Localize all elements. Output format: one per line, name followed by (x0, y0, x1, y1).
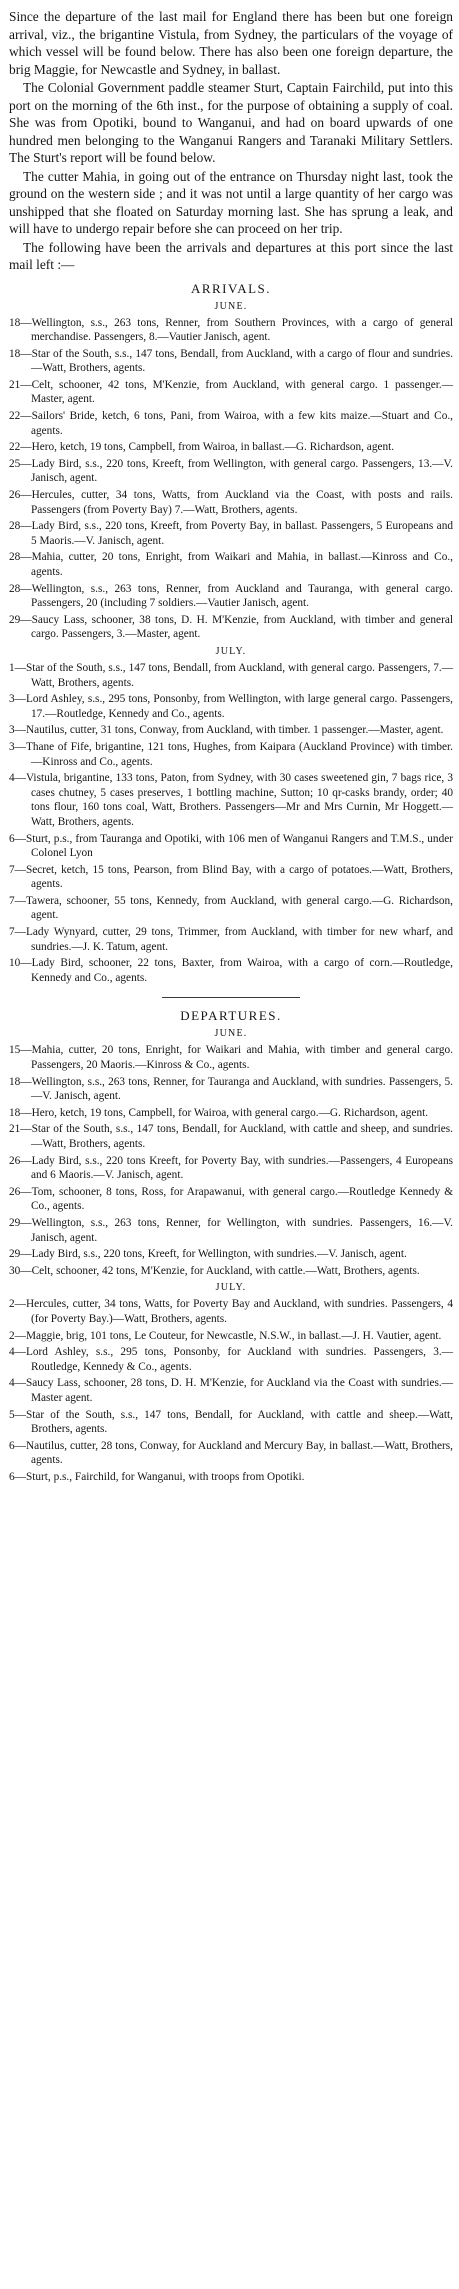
departure-entry: 30—Celt, schooner, 42 tons, M'Kenzie, for Auckland, with cattle.—Watt, Brothers, agents. (9, 1264, 420, 1277)
arrivals-july-label: JULY. (215, 645, 247, 657)
arrival-entry: 4—Vistula, brigantine, 133 tons, Paton, from Sydney, with 30 cases sweetened gin, 7 bags rice, 3 cases chutney, 5 cases preserves, 1 bottling machine, Sutton; 10 qr-casks brandy, order; 40 tons flour, 160 tons coal, Watt, Brothers. Passengers—Mr and Mrs Curnin, Mr Hoggett.—Watt, Brothers, agents. (9, 772, 453, 828)
departure-entry: 2—Hercules, cutter, 34 tons, Watts, for Poverty Bay and Auckland, with sundries. Passengers, 4 (for Poverty Bay.)—Watt, Brothers, agents. (9, 1298, 453, 1325)
arrival-entry: 25—Lady Bird, s.s., 220 tons, Kreeft, from Wellington, with general cargo. Passengers, 13.—V. Janisch, agent. (9, 457, 453, 485)
arrival-entry: 18—Star of the South, s.s., 147 tons, Bendall, from Auckland, with a cargo of flour and sundries.—Watt, Brothers, agents. (9, 347, 453, 375)
intro-paragraph-1: Since the departure of the last mail for England there has been but one foreign arrival, viz., the brigantine Vistula, from Sydney, the particulars of the voyage of which vessel will be found below. There has also been one foreign departure, the brig Maggie, for Newcastle and Sydney, in ballast. (9, 9, 453, 77)
arrival-entry: 22—Hero, ketch, 19 tons, Campbell, from Wairoa, in ballast.—G. Richardson, agent. (9, 441, 395, 454)
arrival-entry: 7—Tawera, schooner, 55 tons, Kennedy, from Auckland, with general cargo.—G. Richardson, agent. (9, 894, 453, 922)
intro-paragraph-3: The cutter Mahia, in going out of the entrance on Thursday night last, took the ground on the western side ; and it was not until a large quantity of her cargo was unshipped that she floated on Saturday morning last. She has sprung a leak, and will have to undergo repair before she can proceed on her trip. (9, 168, 453, 236)
departures-july-label: JULY. (215, 1282, 247, 1294)
departure-entry: 4—Saucy Lass, schooner, 28 tons, D. H. M'Kenzie, for Auckland via the Coast with sundries.—Master agent. (9, 1377, 453, 1404)
departure-entry: 29—Lady Bird, s.s., 220 tons, Kreeft, for Wellington, with sundries.—V. Janisch, agent. (9, 1248, 407, 1261)
departures-june-label: JUNE. (214, 1028, 248, 1040)
arrival-entry: 21—Celt, schooner, 42 tons, M'Kenzie, from Auckland, with general cargo. 1 passenger.—Master, agent. (9, 378, 453, 406)
departure-entry: 2—Maggie, brig, 101 tons, Le Couteur, for Newcastle, N.S.W., in ballast.—J. H. Vautier, agent. (9, 1329, 442, 1342)
arrival-entry: 28—Wellington, s.s., 263 tons, Renner, from Auckland and Tauranga, with general cargo. Passengers, 20 (including 7 soldiers.—Vautier Janisch, agent. (9, 582, 453, 610)
arrival-entry: 3—Thane of Fife, brigantine, 121 tons, Hughes, from Kaipara (Auckland Province) with timber.—Kinross and Co., agents. (9, 740, 453, 768)
section-divider (162, 997, 300, 998)
intro-paragraph-2: The Colonial Government paddle steamer Sturt, Captain Fairchild, put into this port on the morning of the 6th inst., for the purpose of obtaining a supply of coal. She was from Opotiki, bound to Wanganui, and had on board upwards of one hundred men belonging to the Wanganui Rangers and Taranaki Military Settlers. The Sturt's report will be found below. (9, 80, 453, 165)
arrival-entry: 28—Mahia, cutter, 20 tons, Enright, from Waikari and Mahia, in ballast.—Kinross and Co., agents. (9, 551, 453, 578)
arrival-entry: 18—Wellington, s.s., 263 tons, Renner, from Southern Provinces, with a cargo of general merchandise. Passengers, 8.—Vautier Janisch, agent. (9, 316, 453, 344)
departures-heading: DEPARTURES. (180, 1008, 282, 1024)
departure-entry: 6—Sturt, p.s., Fairchild, for Wanganui, with troops from Opotiki. (9, 1470, 305, 1483)
departure-entry: 6—Nautilus, cutter, 28 tons, Conway, for Auckland and Mercury Bay, in ballast.—Watt, Brothers, agents. (9, 1439, 453, 1467)
departure-entry: 15—Mahia, cutter, 20 tons, Enright, for Waikari and Mahia, with timber and general cargo. Passengers, 20 Maoris.—Kinross & Co., agents. (9, 1044, 453, 1072)
arrival-entry: 6—Sturt, p.s., from Tauranga and Opotiki, with 106 men of Wanganui Rangers and T.M.S., under Colonel Lyon (9, 832, 453, 860)
arrival-entry: 22—Sailors' Bride, ketch, 6 tons, Pani, from Wairoa, with a few kits maize.—Stuart and Co., agents. (9, 410, 453, 437)
departure-entry: 4—Lord Ashley, s.s., 295 tons, Ponsonby, for Auckland with sundries. Passengers, 3.—Routledge, Kennedy & Co., agents. (9, 1346, 453, 1373)
arrival-entry: 3—Lord Ashley, s.s., 295 tons, Ponsonby, from Wellington, with large general cargo. Passengers, 17.—Routledge, Kennedy and Co., agents. (9, 693, 453, 720)
arrival-entry: 10—Lady Bird, schooner, 22 tons, Baxter, from Wairoa, with a cargo of corn.—Routledge, Kennedy and Co., agents. (9, 957, 453, 984)
departure-entry: 21—Star of the South, s.s., 147 tons, Bendall, for Auckland, with cattle and sheep, and sundries.—Watt, Brothers, agents. (9, 1123, 453, 1150)
departure-entry: 5—Star of the South, s.s., 147 tons, Bendall, for Auckland, with cattle and sheep.—Watt, Brothers, agents. (9, 1408, 453, 1436)
arrivals-heading: ARRIVALS. (190, 280, 272, 296)
arrival-entry: 3—Nautilus, cutter, 31 tons, Conway, from Auckland, with timber. 1 passenger.—Master, agent. (9, 724, 444, 737)
departure-entry: 26—Tom, schooner, 8 tons, Ross, for Arapawanui, with general cargo.—Routledge Kennedy & Co., agents. (9, 1185, 453, 1213)
arrival-entry: 26—Hercules, cutter, 34 tons, Watts, from Auckland via the Coast, with posts and rails. Passengers (from Poverty Bay) 7.—Watt, Brothers, agents. (9, 489, 453, 516)
arrival-entry: 7—Lady Wynyard, cutter, 29 tons, Trimmer, from Auckland, with timber for new wharf, and sundries.—J. K. Tatum, agent. (9, 926, 453, 953)
arrival-entry: 7—Secret, ketch, 15 tons, Pearson, from Blind Bay, with a cargo of potatoes.—Watt, Brothers, agents. (9, 863, 453, 891)
departure-entry: 29—Wellington, s.s., 263 tons, Renner, for Wellington, with sundries. Passengers, 16.—V. Janisch, agent. (9, 1216, 453, 1244)
departure-entry: 18—Hero, ketch, 19 tons, Campbell, for Wairoa, with general cargo.—G. Richardson, agent. (9, 1106, 429, 1119)
departure-entry: 26—Lady Bird, s.s., 220 tons Kreeft, for Poverty Bay, with sundries.—Passengers, 4 Europeans and 6 Maoris.—V. Janisch, agent. (9, 1154, 453, 1182)
arrival-entry: 29—Saucy Lass, schooner, 38 tons, D. H. M'Kenzie, from Auckland, with timber and general cargo. Passengers, 3.—Master, agent. (9, 613, 453, 641)
arrival-entry: 1—Star of the South, s.s., 147 tons, Bendall, from Auckland, with general cargo. Passengers, 7.—Watt, Brothers, agents. (9, 661, 453, 689)
arrivals-june-label: JUNE. (214, 300, 248, 312)
intro-paragraph-4: The following have been the arrivals and departures at this port since the last mail left :— (9, 239, 453, 272)
arrival-entry: 28—Lady Bird, s.s., 220 tons, Kreeft, from Poverty Bay, in ballast. Passengers, 5 Europeans and 5 Maoris.—V. Janisch, agent. (9, 520, 453, 547)
departure-entry: 18—Wellington, s.s., 263 tons, Renner, for Tauranga and Auckland, with sundries. Passengers, 5.—V. Janisch, agent. (9, 1075, 453, 1103)
